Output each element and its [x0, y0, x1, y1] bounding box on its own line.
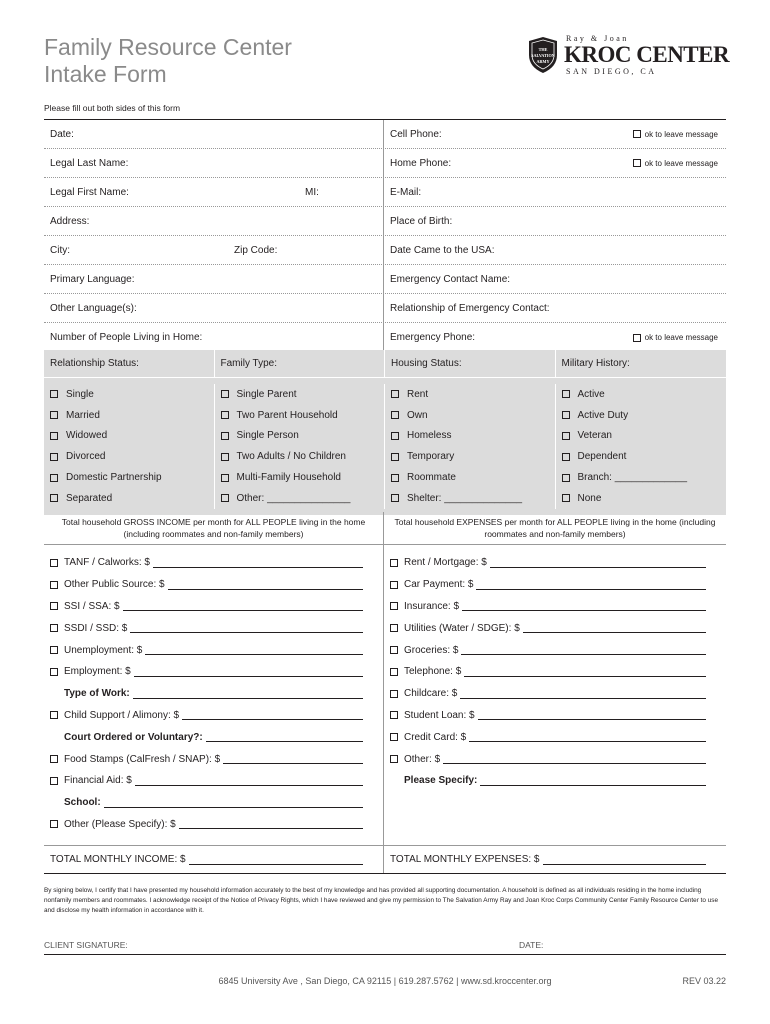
expense-line[interactable]: Rent / Mortgage: $ — [384, 552, 726, 574]
expense-line[interactable]: Telephone: $ — [384, 661, 726, 683]
income-line[interactable]: Child Support / Alimony: $ — [44, 705, 383, 727]
income-line[interactable]: TANF / Calworks: $ — [44, 552, 383, 574]
relationship-options — [44, 384, 215, 509]
total-expenses-field[interactable]: TOTAL MONTHLY EXPENSES: $ — [384, 846, 726, 873]
logo-top-text: Ray & Joan — [566, 34, 629, 43]
checkbox-option[interactable]: Domestic Partnership — [44, 467, 214, 488]
checkbox-option[interactable]: Multi-Family Household — [215, 467, 385, 488]
expense-line[interactable]: Car Payment: $ — [384, 574, 726, 596]
checkbox-option[interactable]: None — [556, 488, 727, 509]
income-line[interactable]: SSI / SSA: $ — [44, 596, 383, 618]
form-row — [44, 236, 726, 265]
expense-line[interactable]: Utilities (Water / SDGE): $ — [384, 617, 726, 639]
emergency-ok-checkbox[interactable]: ok to leave message — [633, 333, 718, 342]
form-row — [44, 294, 726, 323]
housing-header: Housing Status: — [385, 350, 556, 377]
income-line[interactable]: SSDI / SSD: $ — [44, 617, 383, 639]
expense-column — [384, 545, 726, 845]
checkbox-option[interactable]: Rent — [385, 384, 555, 405]
family-header: Family Type: — [215, 350, 386, 377]
form-row — [44, 178, 726, 207]
signature-label: CLIENT SIGNATURE: — [44, 940, 128, 950]
checkbox-option[interactable]: Single — [44, 384, 214, 405]
expense-line[interactable]: Insurance: $ — [384, 596, 726, 618]
primary-language-field[interactable]: Primary Language: — [44, 265, 384, 293]
zip-field[interactable]: Zip Code: — [234, 244, 278, 256]
income-line[interactable]: Unemployment: $ — [44, 639, 383, 661]
signature-line[interactable] — [44, 954, 726, 955]
income-line[interactable]: Other (Please Specify): $ — [44, 814, 383, 836]
logo-sub-text: SAN DIEGO, CA — [566, 67, 657, 76]
revision-label: REV 03.22 — [682, 976, 726, 986]
signature-date-label: DATE: — [519, 940, 544, 950]
legal-first-name-field[interactable]: Legal First Name: MI: — [44, 178, 384, 206]
work-type-line[interactable]: Type of Work: — [44, 683, 383, 705]
family-options — [215, 384, 386, 509]
emergency-name-field[interactable]: Emergency Contact Name: — [390, 273, 511, 285]
birth-place-field[interactable]: Place of Birth: — [390, 215, 453, 227]
checkbox-option[interactable]: Temporary — [385, 446, 555, 467]
checkbox-option[interactable]: Active Duty — [556, 405, 727, 426]
income-column — [44, 545, 384, 845]
relationship-header: Relationship Status: — [44, 350, 215, 377]
status-headers — [44, 350, 726, 378]
expense-header: Total household EXPENSES per month for ALL PEOPLE living in the home (including roommates and non-family members) — [394, 517, 716, 539]
logo-main-text: KROC CENTER — [564, 42, 730, 67]
emergency-phone-field[interactable]: Emergency Phone: ok to leave message — [390, 332, 718, 343]
income-line[interactable]: Other Public Source: $ — [44, 574, 383, 596]
military-header: Military History: — [561, 358, 630, 369]
date-field[interactable]: Date: — [44, 120, 384, 148]
income-line[interactable]: Employment: $ — [44, 661, 383, 683]
title-line-2: Intake Form — [44, 61, 167, 87]
checkbox-option[interactable]: Married — [44, 405, 214, 426]
specify-line[interactable]: Please Specify: — [384, 770, 726, 792]
form-row — [44, 120, 726, 149]
finances-section — [44, 512, 726, 874]
totals-row — [44, 845, 726, 873]
checkbox-option[interactable]: Roommate — [385, 467, 555, 488]
salvation-army-shield-icon — [526, 36, 560, 74]
housing-options — [385, 384, 556, 509]
checkbox-option[interactable]: Separated — [44, 488, 214, 509]
form-row — [44, 149, 726, 178]
num-people-field[interactable]: Number of People Living in Home: — [44, 323, 384, 352]
checkbox-option[interactable]: Branch: _____________ — [556, 467, 727, 488]
home-ok-checkbox[interactable]: ok to leave message — [633, 159, 718, 168]
checkbox-option[interactable]: Two Adults / No Children — [215, 446, 385, 467]
legal-statement: By signing below, I certify that I have presented my household information accurately to the best of my knowledge and has provided all supporting documentation. A household is defined as all individuals residing in the home including nonfamily members and roommates. I acknowledge receipt of the Notice of Privacy Rights, which I have reviewed and give my permission to The Salvation Army Ray and Joan Kroc Corps Community Center Family Resource Center to use and disclose my health information in accordance with it. — [44, 887, 719, 914]
svg-text:THE: THE — [538, 47, 548, 52]
checkbox-option[interactable]: Dependent — [556, 446, 727, 467]
form-row — [44, 207, 726, 236]
checkbox-option[interactable]: Two Parent Household — [215, 405, 385, 426]
cell-ok-checkbox[interactable]: ok to leave message — [633, 130, 718, 139]
checkbox-option[interactable]: Active — [556, 384, 727, 405]
other-language-field[interactable]: Other Language(s): — [44, 294, 384, 322]
income-line[interactable]: Financial Aid: $ — [44, 770, 383, 792]
title-line-1: Family Resource Center — [44, 34, 292, 60]
expense-line[interactable]: Childcare: $ — [384, 683, 726, 705]
checkbox-option[interactable]: Homeless — [385, 426, 555, 447]
expense-line[interactable]: Student Loan: $ — [384, 705, 726, 727]
checkbox-option[interactable]: Veteran — [556, 426, 727, 447]
contact-info-section — [44, 119, 726, 353]
legal-last-name-field[interactable]: Legal Last Name: — [44, 149, 384, 177]
footer-address: 6845 University Ave , San Diego, CA 92115 | 619.287.5762 | www.sd.kroccenter.org — [218, 976, 552, 986]
form-row — [44, 323, 726, 352]
expense-line[interactable]: Other: $ — [384, 748, 726, 770]
svg-text:ARMY: ARMY — [536, 59, 550, 64]
home-phone-field[interactable]: Home Phone: ok to leave message — [390, 157, 718, 169]
military-options — [556, 384, 727, 509]
emergency-relationship-field[interactable]: Relationship of Emergency Contact: — [390, 302, 550, 314]
mi-field[interactable]: MI: — [305, 186, 319, 198]
total-income-field[interactable]: TOTAL MONTHLY INCOME: $ — [44, 846, 384, 873]
checkbox-option[interactable]: Widowed — [44, 426, 214, 447]
expense-line[interactable]: Groceries: $ — [384, 639, 726, 661]
income-line[interactable]: Food Stamps (CalFresh / SNAP): $ — [44, 748, 383, 770]
cell-phone-field[interactable]: Cell Phone: ok to leave message — [390, 128, 718, 140]
court-ordered-line[interactable]: Court Ordered or Voluntary?: — [44, 726, 383, 748]
checkbox-option[interactable]: Single Parent — [215, 384, 385, 405]
email-field[interactable]: E-Mail: — [390, 186, 422, 198]
checkbox-option[interactable]: Single Person — [215, 426, 385, 447]
checkbox-option[interactable]: Shelter: ______________ — [385, 488, 555, 509]
kroc-center-logo — [526, 32, 730, 82]
instruction-text: Please fill out both sides of this form — [44, 103, 181, 113]
date-usa-field[interactable]: Date Came to the USA: — [390, 244, 495, 256]
address-field[interactable]: Address: — [44, 207, 384, 235]
page-title — [44, 34, 292, 88]
checkbox-option[interactable]: Other: _______________ — [215, 488, 385, 509]
expense-line[interactable]: Credit Card: $ — [384, 726, 726, 748]
school-line[interactable]: School: — [44, 792, 383, 814]
income-header: Total household GROSS INCOME per month for ALL PEOPLE living in the home (including roommates and non-family members) — [44, 512, 384, 544]
form-row — [44, 265, 726, 294]
checkbox-option[interactable]: Own — [385, 405, 555, 426]
city-field[interactable]: City: Zip Code: — [44, 236, 384, 264]
svg-text:SALVATION: SALVATION — [531, 53, 555, 58]
checkbox-option[interactable]: Divorced — [44, 446, 214, 467]
status-section — [44, 350, 726, 515]
